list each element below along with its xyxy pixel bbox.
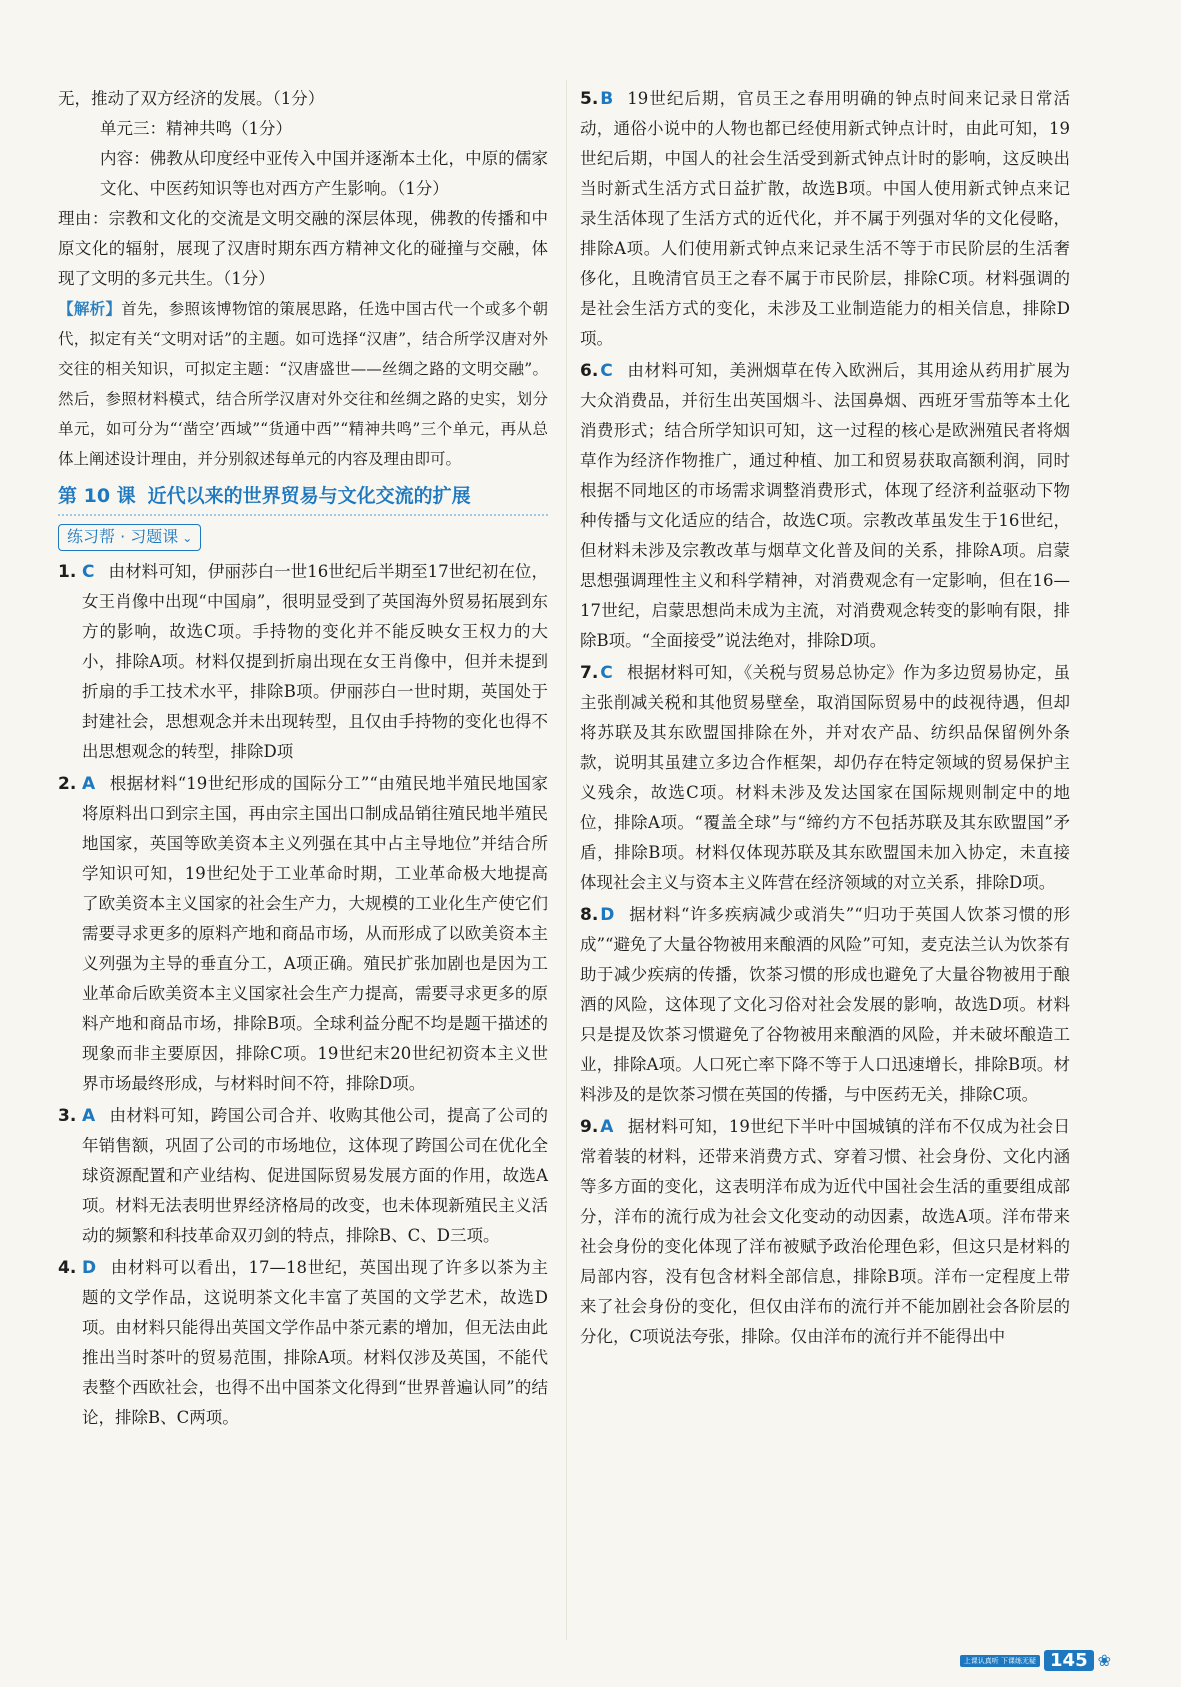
question-number: 4. (58, 1258, 77, 1278)
question-item (58, 557, 548, 767)
practice-badge (58, 524, 201, 551)
lesson-heading (58, 480, 548, 516)
lesson-number: 第 10 课 (58, 485, 136, 507)
question-number: 2. (58, 774, 77, 794)
answer-letter: C (600, 361, 613, 381)
footer-slogan: 上课认真听 下课练无疑 (960, 1655, 1040, 1667)
answer-letter: D (600, 905, 615, 925)
question-number: 7. (580, 663, 599, 683)
question-item (580, 1112, 1070, 1352)
question-item (58, 1253, 548, 1433)
question-number: 3. (58, 1106, 77, 1126)
analysis-paragraph (58, 294, 548, 474)
question-explanation: 根据材料“19世纪形成的国际分工”“由殖民地半殖民地国家将原料出口到宗主国，再由宗主国出口制成品销往殖民地半殖民地国家，英国等欧美资本主义列强在其中占主导地位”并结合所学知识可知，19世纪处于工业革命时期，工业革命极大地提高了欧美资本主义国家的社会生产力，大规模的工业化生产使它们需要寻求更多的原料产地和商品市场，从而形成了以欧美资本主义列强为主导的垂直分工，A项正确。殖民扩张加剧也是因为工业革命后欧美资本主义国家社会生产力提高，需要寻求更多的原料产地和商品市场，排除B项。全球利益分配不均是题干描述的现象而非主要原因，排除C项。19世纪末20世纪初资本主义世界市场最终形成，与材料时间不符，排除D项。 (82, 774, 548, 1093)
question-explanation: 据材料可知，19世纪下半叶中国城镇的洋布不仅成为社会日常着装的材料，还带来消费方式、穿着习惯、社会身份、文化内涵等多方面的变化，这表明洋布成为近代中国社会生活的重要组成部分，洋布的流行成为社会文化变动的动因素，故选A项。洋布带来社会身份的变化体现了洋布被赋予政治伦理色彩，但这只是材料的局部内容，没有包含材料全部信息，排除B项。洋布一定程度上带来了社会身份的变化，但仅由洋布的流行并不能加剧社会各阶层的分化，C项说法夸张，排除。仅由洋布的流行并不能得出中 (580, 1117, 1070, 1346)
answer-letter: D (82, 1258, 97, 1278)
question-number: 5. (580, 89, 599, 109)
answer-line: 无，推动了双方经济的发展。（1分） (58, 89, 325, 108)
question-explanation: 由材料可知，伊丽莎白一世16世纪后半期至17世纪初在位，女王肖像中出现“中国扇”，很明显受到了英国海外贸易拓展到东方的影响，故选C项。手持物的变化并不能反映女王权力的大小，排除A项。材料仅提到折扇出现在女王肖像中，但并未提到折扇的手工技术水平，排除B项。伊丽莎白一世时期，英国处于封建社会，思想观念并未出现转型，且仅由手持物的变化也得不出思想观念的转型，排除D项 (82, 562, 548, 761)
answer-line: 理由：宗教和文化的交流是文明交融的深层体现，佛教的传播和中原文化的辐射，展现了汉唐时期东西方精神文化的碰撞与交融，体现了文明的多元共生。（1分） (58, 209, 548, 288)
question-number: 9. (580, 1117, 599, 1137)
question-number: 6. (580, 361, 599, 381)
question-explanation: 由材料可知，跨国公司合并、收购其他公司，提高了公司的年销售额，巩固了公司的市场地位，这体现了跨国公司在优化全球资源配置和产业结构、促进国际贸易发展方面的作用，故选A项。材料无法表明世界经济格局的改变，也未体现新殖民主义活动的频繁和科技革命双刃剑的特点，排除B、C、D三项。 (82, 1106, 548, 1245)
answer-letter: A (82, 774, 96, 794)
question-item (580, 900, 1070, 1110)
flower-icon: ❀ (1097, 1651, 1111, 1670)
question-explanation: 据材料“许多疾病减少或消失”“归功于英国人饮茶习惯的形成”“避免了大量谷物被用来酿酒的风险”可知，麦克法兰认为饮茶有助于减少疾病的传播，饮茶习惯的形成也避免了大量谷物被用于酿酒的风险，这体现了文化习俗对社会发展的影响，故选D项。材料只是提及饮茶习惯避免了谷物被用来酿酒的风险，并未破坏酿造工业，排除A项。人口死亡率下降不等于人口迅速增长，排除B项。材料涉及的是饮茶习惯在英国的传播，与中医药无关，排除C项。 (580, 905, 1070, 1104)
column-divider (566, 80, 567, 1640)
question-item (580, 356, 1070, 656)
answer-letter: A (600, 1117, 614, 1137)
question-number: 8. (580, 905, 599, 925)
left-column (58, 84, 548, 1435)
analysis-tag: 【解析】 (58, 299, 122, 318)
page-footer (960, 1650, 1111, 1671)
question-explanation: 根据材料可知，《关税与贸易总协定》作为多边贸易协定，虽主张削减关税和其他贸易壁垒，取消国际贸易中的歧视待遇，但却将苏联及其东欧盟国排除在外，并对农产品、纺织品保留例外条款，说明其虽建立多边合作框架，却仍存在特定领域的贸易保护主义残余，故选C项。材料未涉及发达国家在国际规则制定中的地位，排除A项。“覆盖全球”与“缔约方不包括苏联及其东欧盟国”矛盾，排除B项。材料仅体现苏联及其东欧盟国未加入协定，未直接体现社会主义与资本主义阵营在经济领域的对立关系，排除D项。 (580, 663, 1070, 892)
question-explanation: 由材料可以看出，17—18世纪，英国出现了许多以茶为主题的文学作品，这说明茶文化丰富了英国的文学艺术，故选D项。由材料只能得出英国文学作品中茶元素的增加，但无法由此推出当时茶叶的贸易范围，排除A项。材料仅涉及英国，不能代表整个西欧社会，也得不出中国茶文化得到“世界普遍认同”的结论，排除B、C两项。 (82, 1258, 548, 1427)
chevron-down-icon: ⌄ (182, 531, 193, 545)
answer-line: 单元三：精神共鸣（1分） (100, 119, 292, 138)
analysis-text: 首先，参照该博物馆的策展思路，任选中国古代一个或多个朝代，拟定有关“文明对话”的主题。如可选择“汉唐”，结合所学汉唐对外交往的相关知识，可拟定主题：“汉唐盛世——丝绸之路的文明交融”。然后，参照材料模式，结合所学汉唐对外交往和丝绸之路的史实，划分单元，如可分为“‘凿空’西域”“货通中西”“精神共鸣”三个单元，再从总体上阐述设计理由，并分别叙述每单元的内容及理由即可。 (58, 300, 548, 468)
question-item (58, 1101, 548, 1251)
question-item (580, 84, 1070, 354)
practice-label: 练习帮 · 习题课 (67, 527, 179, 546)
lesson-title: 近代以来的世界贸易与文化交流的扩展 (147, 485, 471, 507)
question-item (580, 658, 1070, 898)
question-number: 1. (58, 562, 77, 582)
question-explanation: 19世纪后期，官员王之春用明确的钟点时间来记录日常活动，通俗小说中的人物也都已经使用新式钟点计时，由此可知，19世纪后期，中国人的社会生活受到新式钟点计时的影响，这反映出当时新式生活方式日益扩散，故选B项。中国人使用新式钟点来记录生活体现了生活方式的近代化，并不属于列强对华的文化侵略，排除A项。人们使用新式钟点来记录生活不等于市民阶层的生活奢侈化，且晚清官员王之春不属于市民阶层，排除C项。材料强调的是社会生活方式的变化，未涉及工业制造能力的相关信息，排除D项。 (580, 89, 1070, 348)
answer-letter: A (82, 1106, 96, 1126)
answer-letter: C (600, 663, 613, 683)
answer-letter: C (82, 562, 95, 582)
answer-line: 内容：佛教从印度经中亚传入中国并逐渐本土化，中原的儒家文化、中医药知识等也对西方产生影响。（1分） (100, 149, 548, 198)
question-explanation: 由材料可知，美洲烟草在传入欧洲后，其用途从药用扩展为大众消费品，并衍生出英国烟斗、法国鼻烟、西班牙雪茄等本土化消费形式；结合所学知识可知，这一过程的核心是欧洲殖民者将烟草作为经济作物推广，通过种植、加工和贸易获取高额利润，同时根据不同地区的市场需求调整消费形式，体现了经济利益驱动下物种传播与文化适应的结合，故选C项。宗教改革虽发生于16世纪，但材料未涉及宗教改革与烟草文化普及间的关系，排除A项。启蒙思想强调理性主义和科学精神，对消费观念有一定影响，但在16—17世纪，启蒙思想尚未成为主流，对消费观念转变的影响有限，排除B项。“全面接受”说法绝对，排除D项。 (580, 361, 1070, 650)
answer-letter: B (600, 89, 614, 109)
right-column (580, 84, 1070, 1354)
question-item (58, 769, 548, 1099)
page-number: 145 (1044, 1650, 1094, 1671)
